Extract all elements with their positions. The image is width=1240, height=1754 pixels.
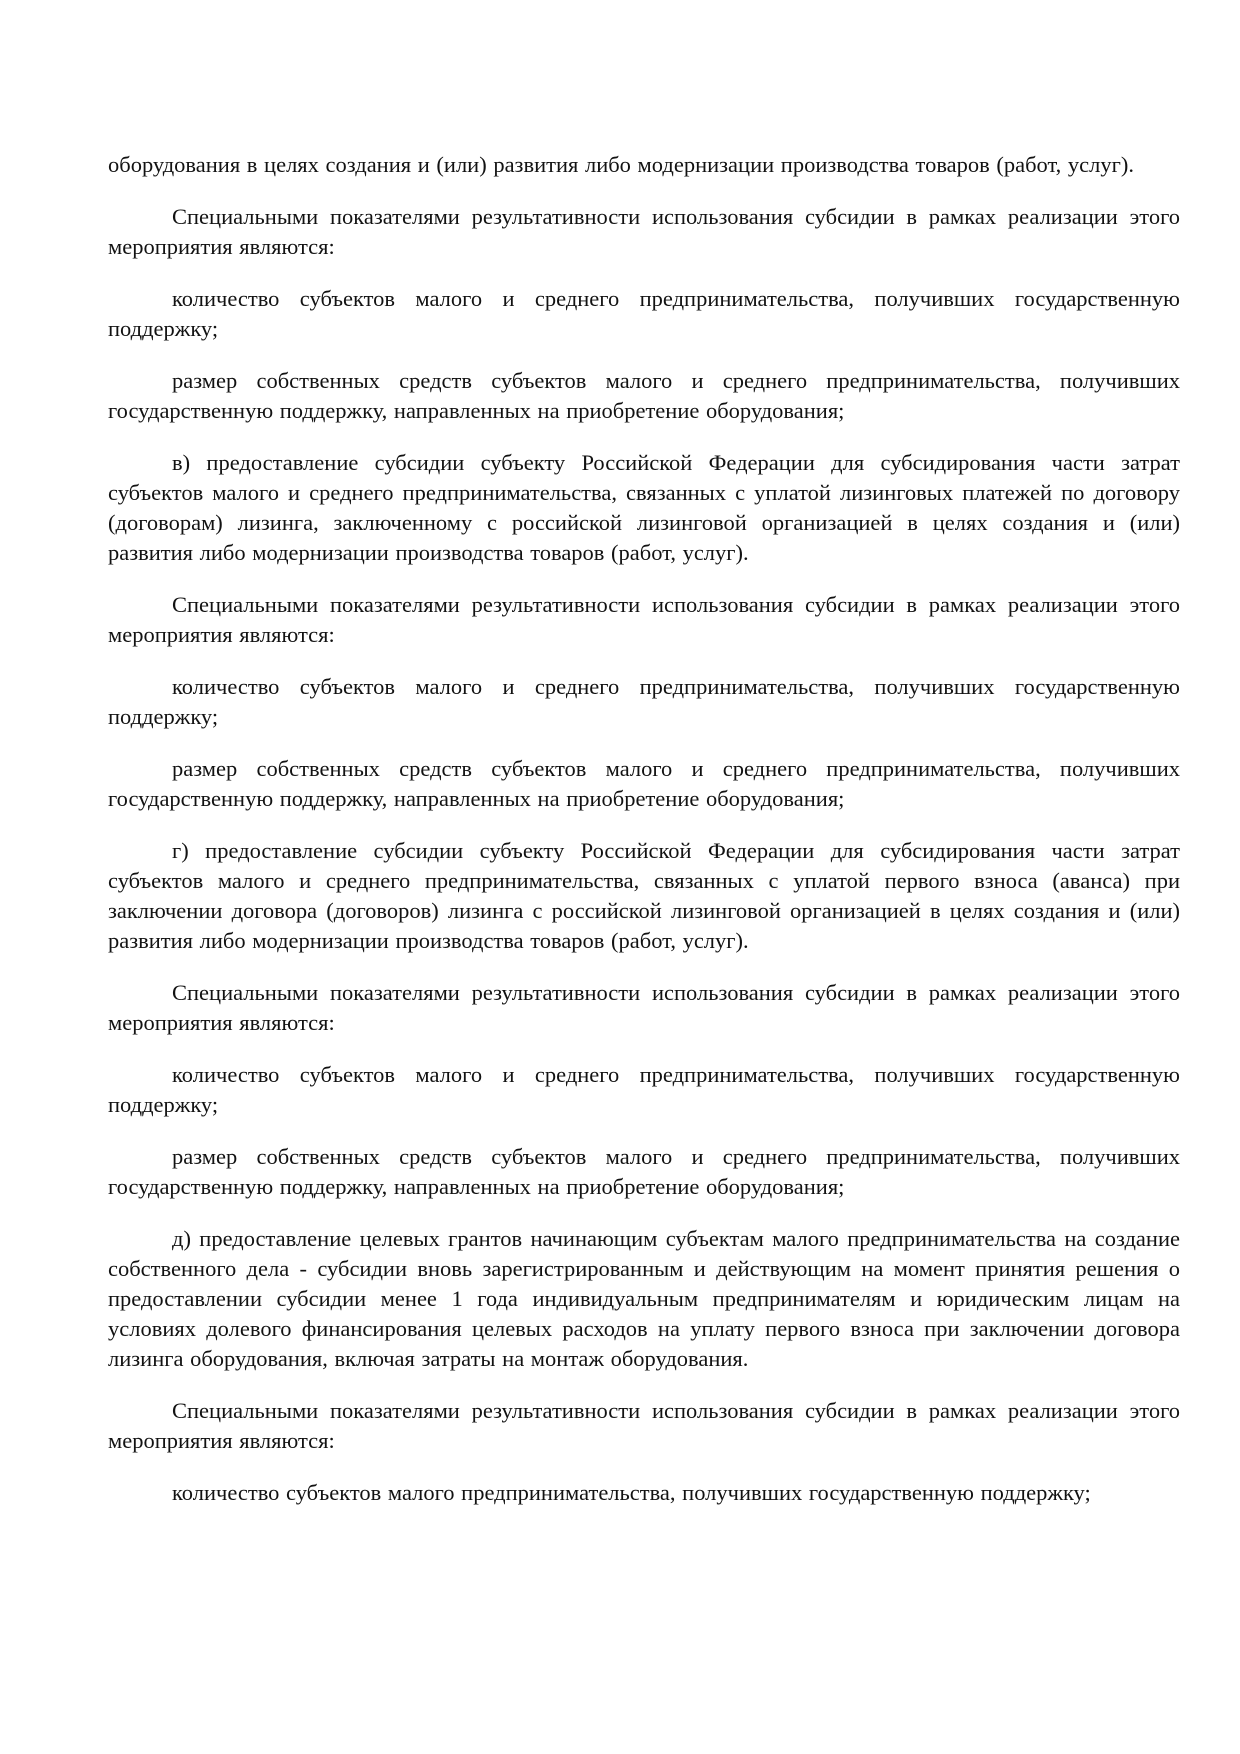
paragraph-item-v: в) предоставление субсидии субъекту Российской Федерации для субсидирования части затрат субъектов малого и среднего предпринимательства, связанных с уплатой лизинговых платежей по договору (договорам) лизинга, заключенному с российской лизинговой организацией в целях создания и (или) развития либо модернизации производства товаров (работ, услуг). <box>108 450 1180 565</box>
paragraph-indicator-count: количество субъектов малого и среднего предпринимательства, получивших государственную поддержку; <box>108 674 1180 729</box>
paragraph-indicator-funds: размер собственных средств субъектов малого и среднего предпринимательства, получивших государственную поддержку, направленных на приобретение оборудования; <box>108 756 1180 811</box>
paragraph-indicator-count: количество субъектов малого и среднего предпринимательства, получивших государственную поддержку; <box>108 286 1180 341</box>
paragraph-special-indicators: Специальными показателями результативности использования субсидии в рамках реализации этого мероприятия являются: <box>108 592 1180 647</box>
paragraph-indicator-funds: размер собственных средств субъектов малого и среднего предпринимательства, получивших государственную поддержку, направленных на приобретение оборудования; <box>108 368 1180 423</box>
paragraph-continuation: оборудования в целях создания и (или) развития либо модернизации производства товаров (работ, услуг). <box>108 152 1134 177</box>
paragraph-special-indicators: Специальными показателями результативности использования субсидии в рамках реализации этого мероприятия являются: <box>108 204 1180 259</box>
paragraph-item-d: д) предоставление целевых грантов начинающим субъектам малого предпринимательства на создание собственного дела - субсидии вновь зарегистрированным и действующим на момент принятия решения о предоставлении субсидии менее 1 года индивидуальным предпринимателям и юридическим лицам на условиях долевого финансирования целевых расходов на уплату первого взноса при заключении договора лизинга оборудования, включая затраты на монтаж оборудования. <box>108 1226 1180 1371</box>
paragraph-item-g: г) предоставление субсидии субъекту Российской Федерации для субсидирования части затрат субъектов малого и среднего предпринимательства, связанных с уплатой первого взноса (аванса) при заключении договора (договоров) лизинга с российской лизинговой организацией в целях создания и (или) развития либо модернизации производства товаров (работ, услуг). <box>108 838 1180 953</box>
paragraph-special-indicators: Специальными показателями результативности использования субсидии в рамках реализации этого мероприятия являются: <box>108 980 1180 1035</box>
paragraph-indicator-count-small: количество субъектов малого предпринимательства, получивших государственную поддержку; <box>172 1480 1091 1505</box>
paragraph-indicator-funds: размер собственных средств субъектов малого и среднего предпринимательства, получивших государственную поддержку, направленных на приобретение оборудования; <box>108 1144 1180 1199</box>
paragraph-special-indicators: Специальными показателями результативности использования субсидии в рамках реализации этого мероприятия являются: <box>108 1398 1180 1453</box>
paragraph-indicator-count: количество субъектов малого и среднего предпринимательства, получивших государственную поддержку; <box>108 1062 1180 1117</box>
